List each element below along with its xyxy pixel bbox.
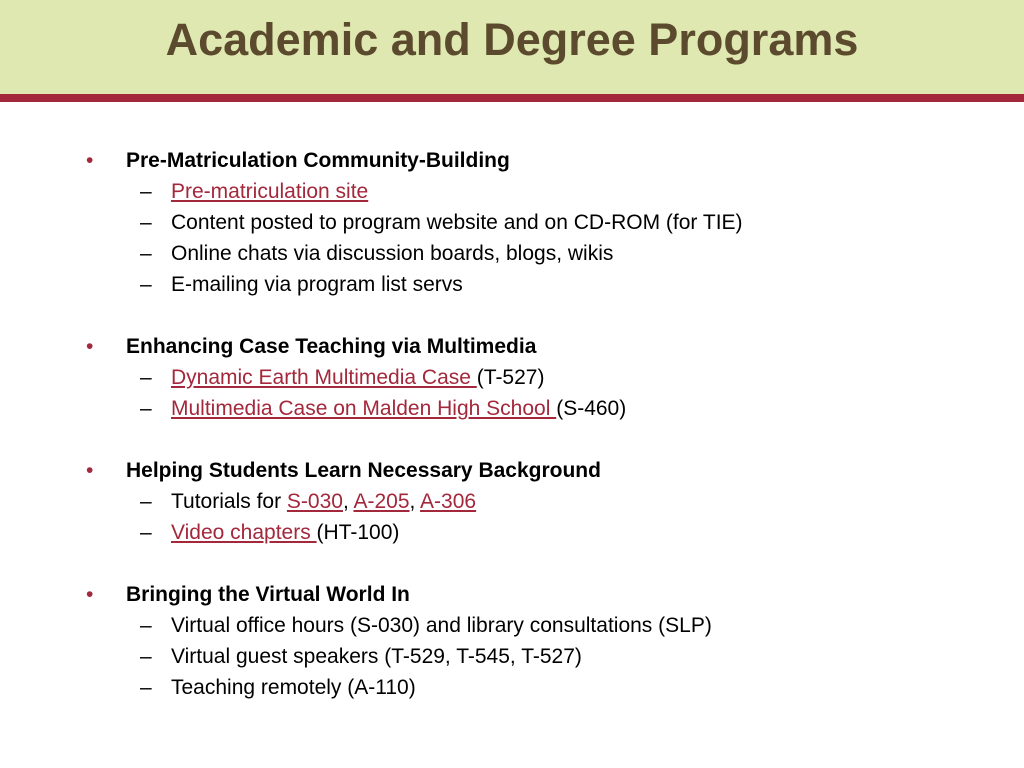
bullet-heading: Enhancing Case Teaching via Multimedia (126, 335, 537, 358)
sub-item-text: Teaching remotely (A-110) (171, 676, 416, 699)
sub-item-text (171, 362, 544, 393)
bullet-heading: Pre-Matriculation Community-Building (126, 149, 510, 172)
slide-title: Academic and Degree Programs (165, 14, 859, 65)
dash-icon: – (140, 273, 152, 296)
bullet-item (0, 331, 1024, 362)
bullet-icon: • (86, 459, 94, 482)
bullet-icon: • (86, 149, 94, 172)
sub-item-text: Content posted to program website and on CD-ROM (for TIE) (171, 211, 743, 234)
sub-item (0, 486, 1024, 517)
sub-item-text (171, 176, 368, 207)
a-306-link[interactable]: A-306 (420, 490, 477, 513)
sub-item-text: E-mailing via program list servs (171, 273, 463, 296)
sub-item (0, 517, 1024, 548)
dash-icon: – (140, 397, 152, 420)
dash-icon: – (140, 180, 152, 203)
sub-item (0, 393, 1024, 424)
separator: , (342, 490, 354, 513)
section-pre-matriculation (0, 145, 1024, 300)
malden-high-school-case-link[interactable]: Multimedia Case on Malden High School (171, 397, 557, 420)
section-case-teaching (0, 331, 1024, 424)
sub-item (0, 610, 1024, 641)
sub-item (0, 176, 1024, 207)
sub-item-text (171, 393, 626, 424)
sub-item (0, 269, 1024, 300)
course-code: (HT-100) (316, 521, 400, 544)
bullet-heading: Bringing the Virtual World In (126, 583, 410, 606)
bullet-heading: Helping Students Learn Necessary Background (126, 459, 601, 482)
course-code: (T-527) (476, 366, 545, 389)
dash-icon: – (140, 645, 152, 668)
sub-item-text (171, 486, 476, 517)
bullet-item (0, 145, 1024, 176)
separator: , (409, 490, 421, 513)
video-chapters-link[interactable]: Video chapters (171, 521, 317, 544)
pre-matriculation-site-link[interactable]: Pre-matriculation site (171, 180, 369, 203)
sub-item-text: Virtual office hours (S-030) and library consultations (SLP) (171, 614, 712, 637)
bullet-icon: • (86, 335, 94, 358)
sub-item (0, 672, 1024, 703)
sub-item (0, 207, 1024, 238)
dash-icon: – (140, 614, 152, 637)
dash-icon: – (140, 490, 152, 513)
course-code: (S-460) (556, 397, 627, 420)
tutorials-prefix: Tutorials for (171, 490, 287, 513)
dash-icon: – (140, 242, 152, 265)
dynamic-earth-case-link[interactable]: Dynamic Earth Multimedia Case (171, 366, 477, 389)
sub-item-text: Virtual guest speakers (T-529, T-545, T-527) (171, 645, 582, 668)
section-virtual-world (0, 579, 1024, 703)
sub-item-text: Online chats via discussion boards, blogs, wikis (171, 242, 614, 265)
s-030-link[interactable]: S-030 (286, 490, 343, 513)
section-background (0, 455, 1024, 548)
sub-item (0, 641, 1024, 672)
dash-icon: – (140, 211, 152, 234)
dash-icon: – (140, 521, 152, 544)
title-divider (0, 94, 1024, 102)
dash-icon: – (140, 366, 152, 389)
a-205-link[interactable]: A-205 (353, 490, 410, 513)
slide-content (0, 145, 1024, 734)
sub-item-text (171, 517, 399, 548)
bullet-item (0, 579, 1024, 610)
sub-item (0, 362, 1024, 393)
bullet-icon: • (86, 583, 94, 606)
dash-icon: – (140, 676, 152, 699)
bullet-item (0, 455, 1024, 486)
sub-item (0, 238, 1024, 269)
